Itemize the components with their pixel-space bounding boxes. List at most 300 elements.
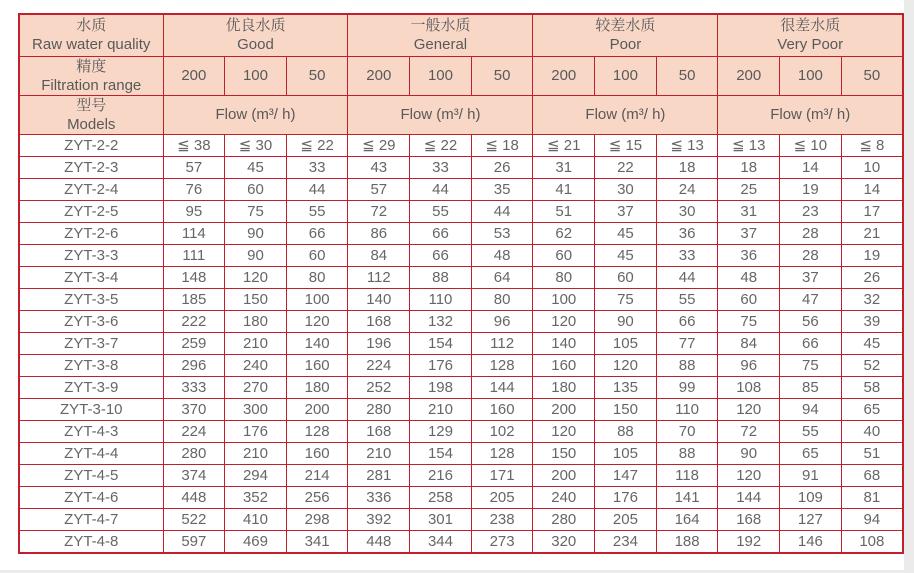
flow-value-cell: 57: [163, 156, 225, 178]
flow-value-cell: 280: [533, 508, 595, 530]
raw-water-quality-header: [19, 14, 163, 56]
flow-value-cell: 200: [533, 398, 595, 420]
flow-value-cell: 88: [410, 266, 472, 288]
flow-value-cell: 55: [656, 288, 718, 310]
flow-value-cell: 140: [286, 332, 348, 354]
precision-cell: 200: [348, 56, 410, 95]
flow-value-cell: 129: [410, 420, 472, 442]
flow-value-cell: 146: [780, 530, 842, 553]
flow-value-cell: 90: [595, 310, 657, 332]
flow-value-cell: 160: [533, 354, 595, 376]
flow-value-cell: 210: [348, 442, 410, 464]
flow-value-cell: 597: [163, 530, 225, 553]
flow-value-cell: 110: [410, 288, 472, 310]
flow-value-cell: 200: [286, 398, 348, 420]
flow-value-cell: 44: [286, 178, 348, 200]
flow-value-cell: 210: [225, 332, 287, 354]
flow-value-cell: 80: [471, 288, 533, 310]
flow-value-cell: 40: [841, 420, 903, 442]
flow-value-cell: 52: [841, 354, 903, 376]
flow-value-cell: 43: [348, 156, 410, 178]
model-cell: ZYT-3-5: [19, 288, 163, 310]
flow-value-cell: 214: [286, 464, 348, 486]
model-cell: ZYT-2-3: [19, 156, 163, 178]
model-cell: ZYT-4-8: [19, 530, 163, 553]
flow-value-cell: 120: [533, 420, 595, 442]
model-cell: ZYT-3-7: [19, 332, 163, 354]
flow-value-cell: 110: [656, 398, 718, 420]
flow-value-cell: 30: [595, 178, 657, 200]
flow-value-cell: 72: [348, 200, 410, 222]
flow-value-cell: 336: [348, 486, 410, 508]
model-cell: ZYT-2-4: [19, 178, 163, 200]
flow-value-cell: ≦ 21: [533, 134, 595, 156]
table-row: [19, 200, 903, 222]
flow-value-cell: 109: [780, 486, 842, 508]
flow-value-cell: ≦ 15: [595, 134, 657, 156]
precision-cell: 100: [780, 56, 842, 95]
flow-value-cell: 144: [718, 486, 780, 508]
flow-value-cell: 55: [780, 420, 842, 442]
flow-value-cell: 60: [718, 288, 780, 310]
model-cell: ZYT-4-4: [19, 442, 163, 464]
flow-value-cell: 96: [471, 310, 533, 332]
flow-value-cell: 280: [348, 398, 410, 420]
models-en: Models: [67, 115, 116, 133]
flow-value-cell: 224: [348, 354, 410, 376]
group-header-good: [163, 14, 348, 56]
flow-value-cell: 168: [718, 508, 780, 530]
flow-value-cell: 200: [533, 464, 595, 486]
group-good-en: Good: [237, 36, 274, 54]
flow-value-cell: 60: [286, 244, 348, 266]
flow-value-cell: 26: [841, 266, 903, 288]
flow-value-cell: 72: [718, 420, 780, 442]
flow-value-cell: 84: [718, 332, 780, 354]
flow-value-cell: 294: [225, 464, 287, 486]
flow-value-cell: ≦ 13: [656, 134, 718, 156]
flow-value-cell: 374: [163, 464, 225, 486]
flow-value-cell: ≦ 22: [410, 134, 472, 156]
table-row: [19, 486, 903, 508]
flow-value-cell: 44: [656, 266, 718, 288]
flow-value-cell: 280: [163, 442, 225, 464]
flow-value-cell: 120: [718, 398, 780, 420]
flow-value-cell: 66: [656, 310, 718, 332]
flow-value-cell: 224: [163, 420, 225, 442]
flow-value-cell: 205: [595, 508, 657, 530]
flow-value-cell: 10: [841, 156, 903, 178]
flow-value-cell: 62: [533, 222, 595, 244]
flow-value-cell: 55: [410, 200, 472, 222]
flow-value-cell: 21: [841, 222, 903, 244]
flow-value-cell: 150: [533, 442, 595, 464]
flow-value-cell: 150: [595, 398, 657, 420]
flow-value-cell: 33: [286, 156, 348, 178]
flow-value-cell: 448: [163, 486, 225, 508]
table-row: [19, 134, 903, 156]
flow-value-cell: 47: [780, 288, 842, 310]
flow-value-cell: 118: [656, 464, 718, 486]
flow-value-cell: 132: [410, 310, 472, 332]
flow-value-cell: 23: [780, 200, 842, 222]
quality-header-row: [19, 14, 903, 56]
precision-cell: 50: [841, 56, 903, 95]
flow-value-cell: 216: [410, 464, 472, 486]
flow-value-cell: 99: [656, 376, 718, 398]
flow-value-cell: 296: [163, 354, 225, 376]
flow-value-cell: 192: [718, 530, 780, 553]
flow-value-cell: 256: [286, 486, 348, 508]
flow-value-cell: 120: [286, 310, 348, 332]
models-zh: 型号: [76, 96, 107, 114]
flow-value-cell: 60: [595, 266, 657, 288]
flow-value-cell: 128: [286, 420, 348, 442]
flow-value-cell: 56: [780, 310, 842, 332]
group-header-general: [348, 14, 533, 56]
flow-value-cell: 160: [286, 354, 348, 376]
table-body: [19, 134, 903, 553]
flow-value-cell: 180: [225, 310, 287, 332]
flow-value-cell: 45: [595, 244, 657, 266]
group-general-zh: 一般水质: [410, 17, 471, 35]
flow-value-cell: 108: [718, 376, 780, 398]
flow-unit-header: Flow (m³/ h): [533, 95, 718, 134]
flow-value-cell: 281: [348, 464, 410, 486]
flow-value-cell: 147: [595, 464, 657, 486]
flow-value-cell: 100: [286, 288, 348, 310]
flow-value-cell: 25: [718, 178, 780, 200]
table-row: [19, 464, 903, 486]
flow-value-cell: 105: [595, 442, 657, 464]
flow-value-cell: 60: [533, 244, 595, 266]
flow-value-cell: 90: [225, 244, 287, 266]
flow-value-cell: 370: [163, 398, 225, 420]
flow-value-cell: 51: [533, 200, 595, 222]
flow-value-cell: 77: [656, 332, 718, 354]
flow-value-cell: 33: [410, 156, 472, 178]
model-cell: ZYT-4-6: [19, 486, 163, 508]
flow-value-cell: 168: [348, 310, 410, 332]
flow-value-cell: 100: [533, 288, 595, 310]
flow-value-cell: 81: [841, 486, 903, 508]
filtration-range-header: [19, 56, 163, 95]
flow-value-cell: 68: [841, 464, 903, 486]
flow-value-cell: ≦ 10: [780, 134, 842, 156]
flow-value-cell: 341: [286, 530, 348, 553]
flow-value-cell: 37: [718, 222, 780, 244]
flow-value-cell: 128: [471, 442, 533, 464]
flow-value-cell: 30: [656, 200, 718, 222]
flow-value-cell: 140: [533, 332, 595, 354]
table-row: [19, 508, 903, 530]
precision-header-row: [19, 56, 903, 95]
table-header: [19, 14, 903, 134]
flow-value-cell: 36: [656, 222, 718, 244]
flow-value-cell: 148: [163, 266, 225, 288]
raw-water-quality-en: Raw water quality: [32, 36, 151, 54]
group-header-poor: [533, 14, 718, 56]
filtration-range-zh: 精度: [76, 57, 107, 75]
flow-value-cell: 88: [595, 420, 657, 442]
flow-value-cell: 320: [533, 530, 595, 553]
flow-value-cell: 60: [225, 178, 287, 200]
flow-value-cell: 33: [656, 244, 718, 266]
flow-value-cell: 298: [286, 508, 348, 530]
flow-value-cell: ≦ 38: [163, 134, 225, 156]
flow-value-cell: 66: [410, 244, 472, 266]
flow-value-cell: 141: [656, 486, 718, 508]
flow-value-cell: 164: [656, 508, 718, 530]
flow-value-cell: 120: [225, 266, 287, 288]
flow-value-cell: 37: [780, 266, 842, 288]
flow-value-cell: 51: [841, 442, 903, 464]
flow-value-cell: ≦ 18: [471, 134, 533, 156]
flow-value-cell: 188: [656, 530, 718, 553]
flow-value-cell: 58: [841, 376, 903, 398]
flow-value-cell: 57: [348, 178, 410, 200]
flow-value-cell: 19: [780, 178, 842, 200]
flow-value-cell: 144: [471, 376, 533, 398]
flow-value-cell: ≦ 22: [286, 134, 348, 156]
table-row: [19, 156, 903, 178]
flow-value-cell: 127: [780, 508, 842, 530]
flow-value-cell: 273: [471, 530, 533, 553]
group-very-poor-en: Very Poor: [777, 36, 844, 54]
flow-value-cell: 198: [410, 376, 472, 398]
flow-value-cell: 410: [225, 508, 287, 530]
flow-value-cell: 176: [225, 420, 287, 442]
model-cell: ZYT-3-6: [19, 310, 163, 332]
flow-value-cell: 234: [595, 530, 657, 553]
flow-value-cell: ≦ 13: [718, 134, 780, 156]
flow-value-cell: 48: [471, 244, 533, 266]
table-row: [19, 288, 903, 310]
flow-value-cell: 90: [718, 442, 780, 464]
precision-cell: 50: [656, 56, 718, 95]
flow-value-cell: 222: [163, 310, 225, 332]
flow-value-cell: 238: [471, 508, 533, 530]
flow-unit-header: Flow (m³/ h): [348, 95, 533, 134]
table-row: [19, 376, 903, 398]
flow-value-cell: 258: [410, 486, 472, 508]
table-row: [19, 222, 903, 244]
precision-cell: 100: [225, 56, 287, 95]
filtration-range-en: Filtration range: [41, 76, 142, 94]
model-cell: ZYT-3-8: [19, 354, 163, 376]
flow-value-cell: 522: [163, 508, 225, 530]
model-cell: ZYT-4-3: [19, 420, 163, 442]
flow-value-cell: 240: [225, 354, 287, 376]
flow-value-cell: 85: [780, 376, 842, 398]
flow-value-cell: 65: [841, 398, 903, 420]
flow-value-cell: 86: [348, 222, 410, 244]
flow-value-cell: 65: [780, 442, 842, 464]
raw-water-quality-zh: 水质: [76, 17, 107, 35]
flow-value-cell: 36: [718, 244, 780, 266]
flow-value-cell: 180: [533, 376, 595, 398]
model-cell: ZYT-2-5: [19, 200, 163, 222]
flow-value-cell: 252: [348, 376, 410, 398]
model-cell: ZYT-3-3: [19, 244, 163, 266]
group-poor-en: Poor: [609, 36, 642, 54]
flow-value-cell: 333: [163, 376, 225, 398]
flow-value-cell: 66: [780, 332, 842, 354]
flow-value-cell: 120: [718, 464, 780, 486]
flow-value-cell: 55: [286, 200, 348, 222]
table-row: [19, 530, 903, 553]
flow-value-cell: 102: [471, 420, 533, 442]
precision-cell: 200: [533, 56, 595, 95]
flow-value-cell: 31: [533, 156, 595, 178]
flow-value-cell: 75: [718, 310, 780, 332]
table-row: [19, 442, 903, 464]
models-header-row: [19, 95, 903, 134]
model-cell: ZYT-3-10: [19, 398, 163, 420]
precision-cell: 50: [471, 56, 533, 95]
flow-value-cell: 196: [348, 332, 410, 354]
flow-value-cell: 150: [225, 288, 287, 310]
precision-cell: 100: [595, 56, 657, 95]
flow-value-cell: 95: [163, 200, 225, 222]
flow-value-cell: 44: [410, 178, 472, 200]
flow-value-cell: 259: [163, 332, 225, 354]
model-cell: ZYT-4-7: [19, 508, 163, 530]
flow-value-cell: 392: [348, 508, 410, 530]
flow-value-cell: 210: [410, 398, 472, 420]
flow-value-cell: 240: [533, 486, 595, 508]
group-poor-zh: 较差水质: [595, 17, 656, 35]
flow-value-cell: 171: [471, 464, 533, 486]
flow-value-cell: 185: [163, 288, 225, 310]
flow-value-cell: 176: [595, 486, 657, 508]
flow-value-cell: 17: [841, 200, 903, 222]
flow-value-cell: 24: [656, 178, 718, 200]
flow-value-cell: 80: [533, 266, 595, 288]
table-row: [19, 178, 903, 200]
table-row: [19, 310, 903, 332]
flow-value-cell: 270: [225, 376, 287, 398]
flow-value-cell: 111: [163, 244, 225, 266]
flow-value-cell: 160: [471, 398, 533, 420]
flow-value-cell: 94: [841, 508, 903, 530]
flow-value-cell: 448: [348, 530, 410, 553]
table-row: [19, 266, 903, 288]
flow-value-cell: 205: [471, 486, 533, 508]
flow-value-cell: 45: [841, 332, 903, 354]
flow-value-cell: 154: [410, 332, 472, 354]
flow-value-cell: 75: [595, 288, 657, 310]
flow-value-cell: 120: [595, 354, 657, 376]
flow-value-cell: 26: [471, 156, 533, 178]
flow-value-cell: 180: [286, 376, 348, 398]
flow-value-cell: 344: [410, 530, 472, 553]
model-cell: ZYT-3-4: [19, 266, 163, 288]
flow-value-cell: 96: [718, 354, 780, 376]
flow-value-cell: 112: [348, 266, 410, 288]
model-cell: ZYT-3-9: [19, 376, 163, 398]
table-row: [19, 420, 903, 442]
table-row: [19, 398, 903, 420]
flow-value-cell: ≦ 8: [841, 134, 903, 156]
flow-value-cell: 37: [595, 200, 657, 222]
flow-value-cell: 28: [780, 244, 842, 266]
flow-value-cell: 84: [348, 244, 410, 266]
flow-value-cell: 76: [163, 178, 225, 200]
flow-value-cell: 48: [718, 266, 780, 288]
flow-value-cell: 75: [780, 354, 842, 376]
flow-value-cell: 469: [225, 530, 287, 553]
flow-value-cell: 94: [780, 398, 842, 420]
flow-value-cell: 28: [780, 222, 842, 244]
flow-value-cell: 154: [410, 442, 472, 464]
precision-cell: 100: [410, 56, 472, 95]
model-cell: ZYT-2-2: [19, 134, 163, 156]
flow-value-cell: 91: [780, 464, 842, 486]
flow-value-cell: 114: [163, 222, 225, 244]
flow-value-cell: 160: [286, 442, 348, 464]
model-cell: ZYT-2-6: [19, 222, 163, 244]
models-header: [19, 95, 163, 134]
flow-value-cell: 22: [595, 156, 657, 178]
precision-cell: 200: [718, 56, 780, 95]
table-row: [19, 244, 903, 266]
flow-value-cell: 14: [841, 178, 903, 200]
flow-value-cell: 64: [471, 266, 533, 288]
flow-value-cell: ≦ 29: [348, 134, 410, 156]
flow-value-cell: 140: [348, 288, 410, 310]
page-edge-strip-right: [904, 0, 914, 573]
flow-value-cell: 210: [225, 442, 287, 464]
group-header-very-poor: [718, 14, 903, 56]
flow-value-cell: 39: [841, 310, 903, 332]
precision-cell: 50: [286, 56, 348, 95]
flow-value-cell: 45: [225, 156, 287, 178]
flow-value-cell: 53: [471, 222, 533, 244]
flow-value-cell: 88: [656, 354, 718, 376]
flow-value-cell: 75: [225, 200, 287, 222]
flow-value-cell: 31: [718, 200, 780, 222]
flow-unit-header: Flow (m³/ h): [718, 95, 903, 134]
group-general-en: General: [413, 36, 468, 54]
flow-value-cell: 66: [410, 222, 472, 244]
flow-value-cell: 128: [471, 354, 533, 376]
flow-value-cell: 88: [656, 442, 718, 464]
flow-value-cell: ≦ 30: [225, 134, 287, 156]
group-very-poor-zh: 很差水质: [780, 17, 841, 35]
table-row: [19, 332, 903, 354]
flow-value-cell: 176: [410, 354, 472, 376]
precision-cell: 200: [163, 56, 225, 95]
flow-value-cell: 14: [780, 156, 842, 178]
flow-value-cell: 18: [718, 156, 780, 178]
flow-value-cell: 120: [533, 310, 595, 332]
flow-value-cell: 41: [533, 178, 595, 200]
flow-value-cell: 301: [410, 508, 472, 530]
flow-value-cell: 45: [595, 222, 657, 244]
flow-value-cell: 112: [471, 332, 533, 354]
flow-value-cell: 352: [225, 486, 287, 508]
flow-value-cell: 105: [595, 332, 657, 354]
flow-value-cell: 300: [225, 398, 287, 420]
flow-unit-header: Flow (m³/ h): [163, 95, 348, 134]
group-good-zh: 优良水质: [225, 17, 286, 35]
table-row: [19, 354, 903, 376]
flow-value-cell: 35: [471, 178, 533, 200]
flow-value-cell: 135: [595, 376, 657, 398]
flow-value-cell: 32: [841, 288, 903, 310]
flow-value-cell: 90: [225, 222, 287, 244]
